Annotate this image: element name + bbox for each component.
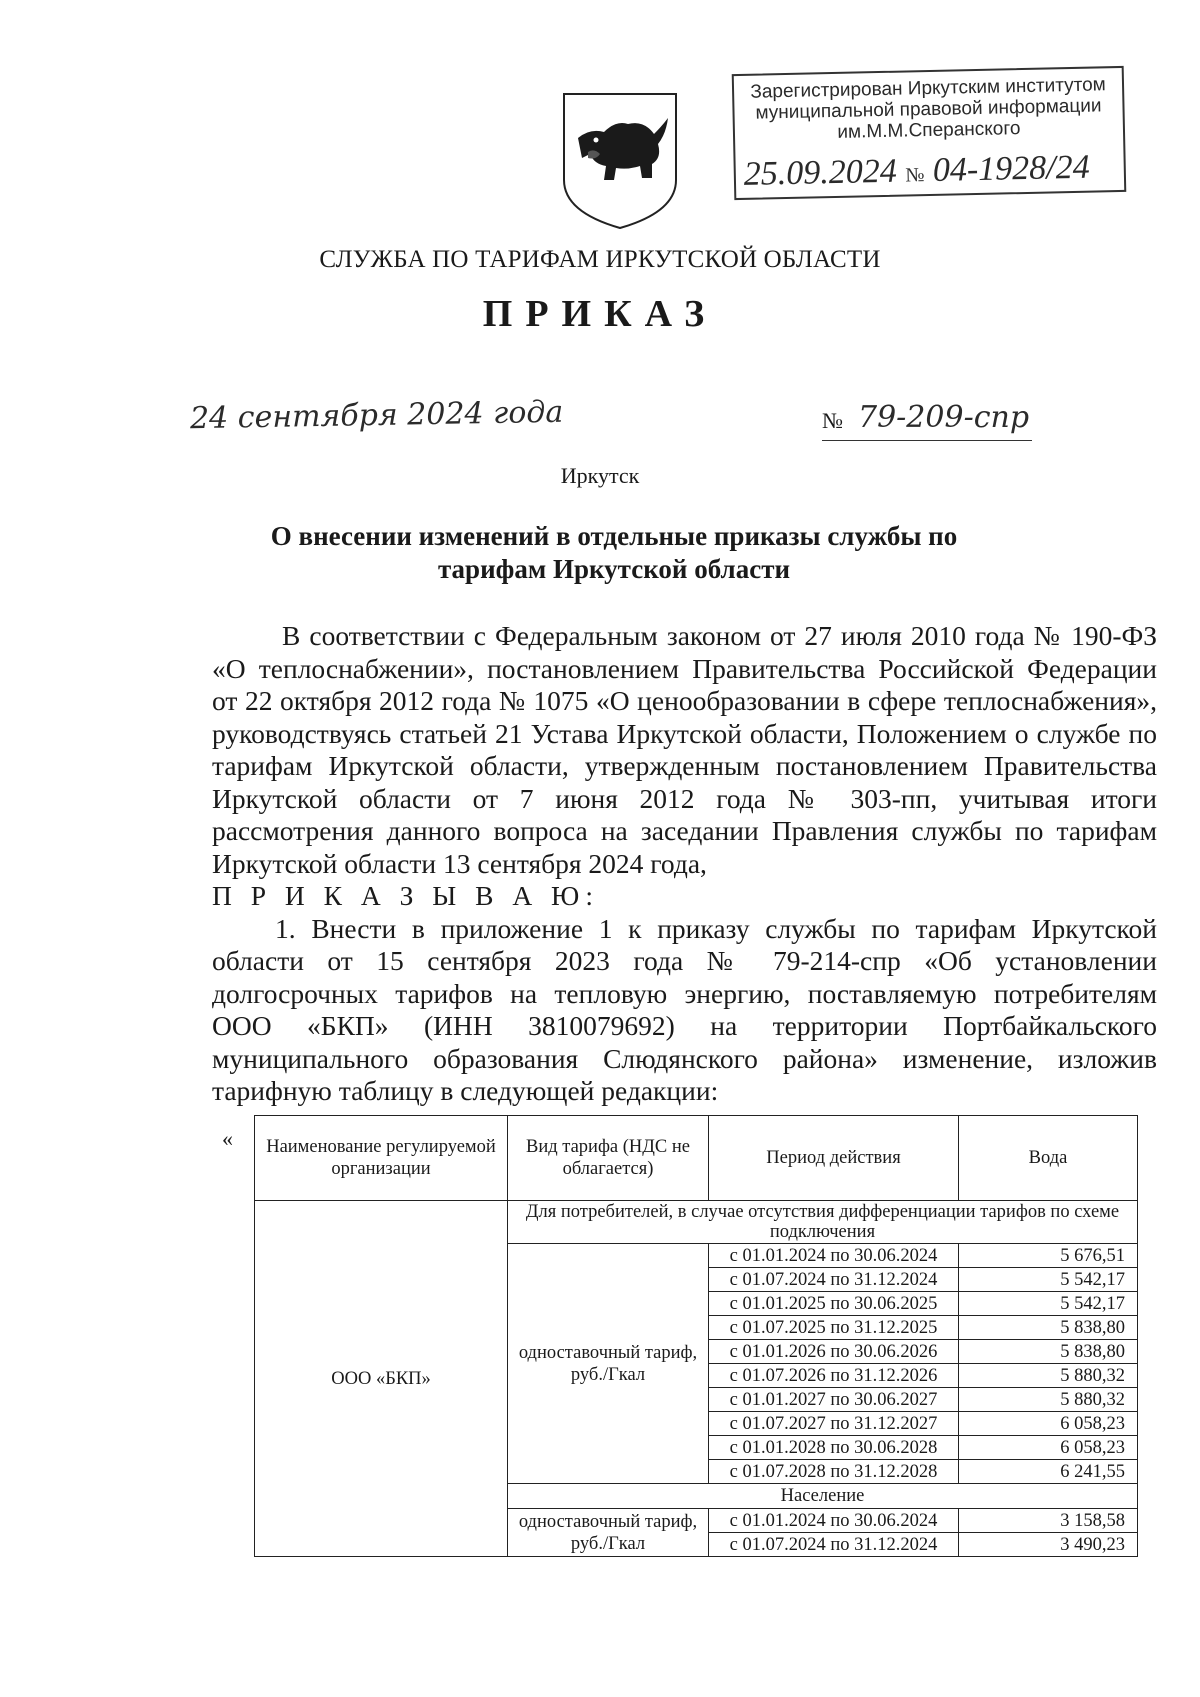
stamp-line-1: Зарегистрирован Иркутским институтом bbox=[750, 74, 1106, 103]
orders-word: П Р И К А З Ы В А Ю: bbox=[212, 880, 599, 911]
value-cell: 6 058,23 bbox=[959, 1436, 1138, 1460]
document-body bbox=[212, 620, 1157, 1108]
document-title: О внесении изменений в отдельные приказы службы по тарифам Иркутской области bbox=[270, 521, 958, 584]
handwritten-date: 24 сентября 2024 года bbox=[189, 394, 564, 437]
period-cell: с 01.07.2028 по 31.12.2028 bbox=[709, 1460, 959, 1484]
value-cell: 5 542,17 bbox=[959, 1292, 1138, 1316]
document-number bbox=[822, 400, 1032, 441]
agency-name: СЛУЖБА ПО ТАРИФАМ ИРКУТСКОЙ ОБЛАСТИ bbox=[319, 246, 881, 273]
period-cell: с 01.07.2024 по 31.12.2024 bbox=[709, 1268, 959, 1292]
table-header-row bbox=[255, 1116, 1138, 1201]
header-org: Наименование регулируемой организации bbox=[255, 1116, 508, 1201]
document-type: ПРИКАЗ bbox=[482, 293, 718, 335]
value-cell: 5 880,32 bbox=[959, 1364, 1138, 1388]
stamp-reg-number: 04-1928/24 bbox=[932, 148, 1091, 189]
value-cell: 5 542,17 bbox=[959, 1268, 1138, 1292]
stamp-number-sign: № bbox=[905, 164, 925, 187]
table-body bbox=[255, 1201, 1138, 1557]
city: Иркутск bbox=[560, 463, 640, 488]
number-sign: № bbox=[822, 408, 843, 433]
value-cell: 5 880,32 bbox=[959, 1388, 1138, 1412]
opening-quote: « bbox=[222, 1126, 233, 1151]
registration-stamp bbox=[732, 66, 1127, 200]
period-cell: с 01.01.2026 по 30.06.2026 bbox=[709, 1340, 959, 1364]
org-name-cell: ООО «БКП» bbox=[255, 1201, 508, 1557]
tariff-table bbox=[254, 1115, 1138, 1557]
period-cell: с 01.01.2024 по 30.06.2024 bbox=[709, 1509, 959, 1533]
stamp-line-2: муниципальной правовой информации bbox=[755, 95, 1102, 124]
section-population-label: Население bbox=[508, 1484, 1138, 1509]
value-cell: 5 838,80 bbox=[959, 1340, 1138, 1364]
value-cell: 6 058,23 bbox=[959, 1412, 1138, 1436]
value-cell: 3 490,23 bbox=[959, 1533, 1138, 1557]
period-cell: с 01.07.2025 по 31.12.2025 bbox=[709, 1316, 959, 1340]
period-cell: с 01.01.2027 по 30.06.2027 bbox=[709, 1388, 959, 1412]
period-cell: с 01.01.2025 по 30.06.2025 bbox=[709, 1292, 959, 1316]
table-row bbox=[255, 1201, 1138, 1244]
tariff-type-cell: одноставочный тариф, руб./Гкал bbox=[508, 1244, 709, 1484]
header-period: Период действия bbox=[709, 1116, 959, 1201]
header-tariff-type: Вид тарифа (НДС не облагается) bbox=[508, 1116, 709, 1201]
preamble-paragraph: В соответствии с Федеральным законом от 27 июля 2010 года № 190-ФЗ «О теплоснабжении», постановлением Правительства Российской Федерации от 22 октября 2012 года № 1075 «О ценообразовании в сфере теплоснабжения», руководствуясь статьей 21 Устава Иркутской области, Положением о службе по тарифам Иркутской области, утвержденным постановлением Правительства Иркутской области от 7 июня 2012 года № 303-пп, учитывая итоги рассмотрения данного вопроса на заседании Правления службы по тарифам Иркутской области 13 сентября 2024 года, bbox=[212, 620, 1157, 879]
stamp-registration bbox=[743, 148, 1114, 194]
value-cell: 6 241,55 bbox=[959, 1460, 1138, 1484]
period-cell: с 01.07.2026 по 31.12.2026 bbox=[709, 1364, 959, 1388]
stamp-reg-date: 25.09.2024 bbox=[743, 152, 898, 193]
value-cell: 3 158,58 bbox=[959, 1509, 1138, 1533]
handwritten-number: 79-209-спр bbox=[858, 400, 1030, 435]
header-water: Вода bbox=[959, 1116, 1138, 1201]
stamp-line-3: им.М.М.Сперанского bbox=[837, 118, 1021, 143]
value-cell: 5 676,51 bbox=[959, 1244, 1138, 1268]
value-cell: 5 838,80 bbox=[959, 1316, 1138, 1340]
period-cell: с 01.07.2027 по 31.12.2027 bbox=[709, 1412, 959, 1436]
item-1-paragraph: 1. Внести в приложение 1 к приказу службы по тарифам Иркутской области от 15 сентября 2023 года № 79-214-спр «Об установлении долгосрочных тарифов на тепловую энергию, поставляемую потребителям ООО «БКП» (ИНН 3810079692) на территории Портбайкальского муниципального образования Слюдянского района» изменение, изложив тарифную таблицу в следующей редакции: bbox=[212, 912, 1157, 1106]
tariff-type-cell: одноставочный тариф, руб./Гкал bbox=[508, 1509, 709, 1557]
period-cell: с 01.01.2024 по 30.06.2024 bbox=[709, 1244, 959, 1268]
section-consumers-label: Для потребителей, в случае отсутствия дифференциации тарифов по схеме подключения bbox=[508, 1201, 1138, 1244]
coat-of-arms-icon bbox=[558, 88, 682, 232]
period-cell: с 01.07.2024 по 31.12.2024 bbox=[709, 1533, 959, 1557]
period-cell: с 01.01.2028 по 30.06.2028 bbox=[709, 1436, 959, 1460]
